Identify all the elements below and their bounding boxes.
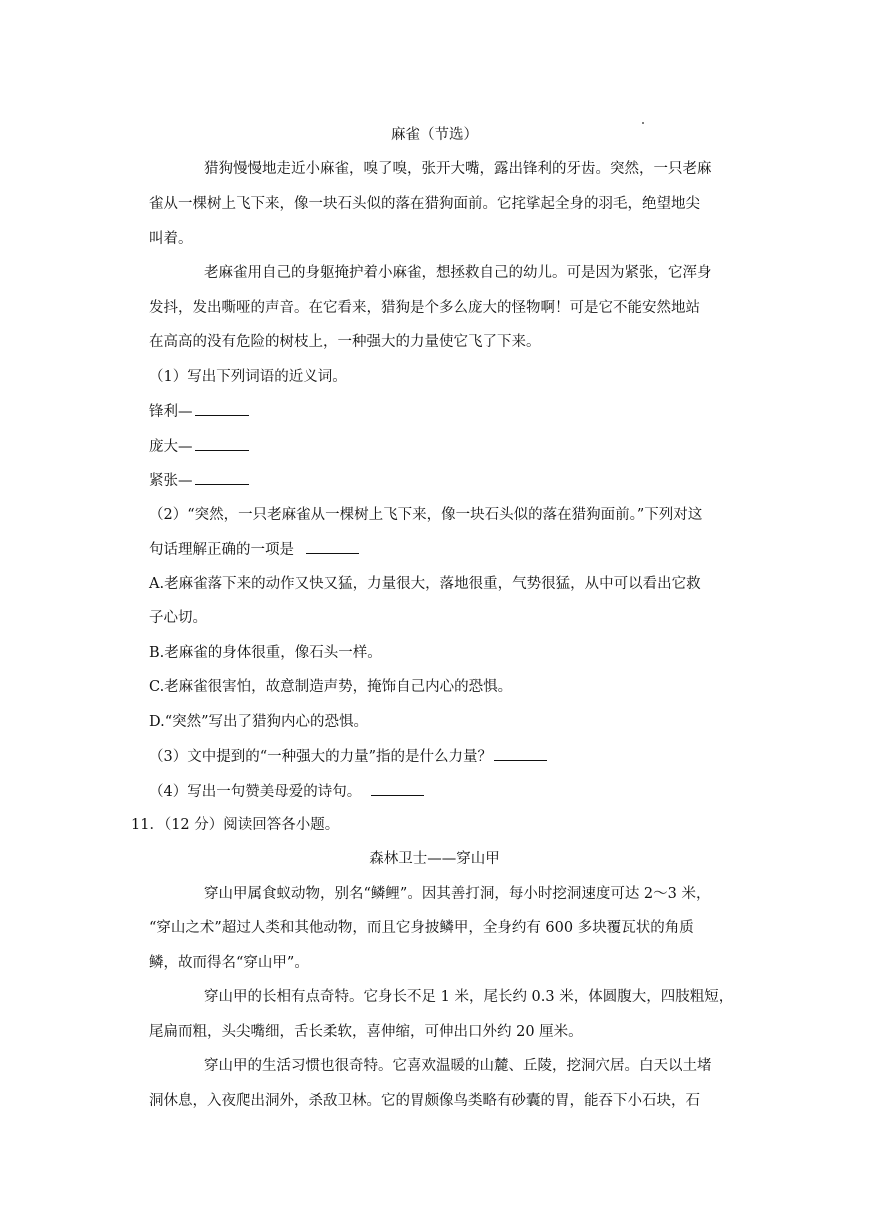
paragraph-line: “穿山之术”超过人类和其他动物，而且它身披鳞甲，全身约有 600 多块覆瓦状的角质 bbox=[149, 920, 694, 936]
synonym-label: 锋利— bbox=[149, 404, 193, 420]
passage-title-sparrow: 麻雀（节选） bbox=[391, 127, 478, 143]
question-4 bbox=[149, 781, 424, 802]
option-d: D.“突然”写出了猎狗内心的恐惧。 bbox=[149, 714, 369, 730]
question-3 bbox=[149, 746, 547, 767]
paragraph-line: 发抖，发出嘶哑的声音。在它看来，猎狗是个多么庞大的怪物啊！可是它不能安然地站 bbox=[149, 300, 700, 316]
question-2-line bbox=[149, 539, 359, 560]
synonym-item bbox=[149, 401, 249, 422]
passage-title-pangolin: 森林卫士——穿山甲 bbox=[369, 851, 500, 867]
paragraph-line: 猎狗慢慢地走近小麻雀，嗅了嗅，张开大嘴，露出锋利的牙齿。突然，一只老麻 bbox=[204, 161, 712, 177]
paragraph-line: 穿山甲的长相有点奇特。它身长不足 1 米，尾长约 0.3 米，体圆腹大，四肢粗短， bbox=[204, 989, 734, 1005]
synonym-item bbox=[149, 470, 249, 491]
answer-blank[interactable] bbox=[306, 539, 359, 554]
answer-blank[interactable] bbox=[195, 436, 249, 451]
paragraph-line: 在高高的没有危险的树枝上，一种强大的力量使它飞了下来。 bbox=[149, 334, 541, 350]
paragraph-line: 尾扁而粗，头尖嘴细，舌长柔软，喜伸缩，可伸出口外约 20 厘米。 bbox=[149, 1024, 583, 1040]
answer-blank[interactable] bbox=[371, 781, 424, 796]
question-2-line: （2）“突然，一只老麻雀从一棵树上飞下来，像一块石头似的落在猎狗面前。”下列对这 bbox=[149, 507, 703, 523]
option-a-cont: 子心切。 bbox=[149, 610, 207, 626]
paragraph-line: 鳞，故而得名“穿山甲”。 bbox=[149, 955, 309, 971]
question-3-text: （3）文中提到的“一种强大的力量”指的是什么力量？ bbox=[149, 749, 493, 765]
answer-blank[interactable] bbox=[494, 746, 547, 761]
synonym-label: 庞大— bbox=[149, 439, 193, 455]
question-11-header: 11．（12 分）阅读回答各小题。 bbox=[131, 817, 340, 833]
option-b: B.老麻雀的身体很重，像石头一样。 bbox=[149, 645, 382, 661]
paragraph-line: 洞休息，入夜爬出洞外，杀敌卫林。它的胃颇像鸟类略有砂囊的胃，能吞下小石块，石 bbox=[149, 1093, 700, 1109]
question-2-text: 句话理解正确的一项是 bbox=[149, 542, 294, 558]
option-a: A.老麻雀落下来的动作又快又猛，力量很大，落地很重，气势很猛，从中可以看出它救 bbox=[149, 576, 701, 592]
question-4-text: （4）写出一句赞美母爱的诗句。 bbox=[149, 784, 362, 800]
synonym-item bbox=[149, 436, 249, 457]
paragraph-line: 穿山甲的生活习惯也很奇特。它喜欢温暖的山麓、丘陵，挖洞穴居。白天以土堵 bbox=[204, 1058, 712, 1074]
option-c: C.老麻雀很害怕，故意制造声势，掩饰自己内心的恐惧。 bbox=[149, 679, 513, 695]
answer-blank[interactable] bbox=[195, 470, 249, 485]
paragraph-line: 雀从一棵树上飞下来，像一块石头似的落在猎狗面前。它挓挲起全身的羽毛，绝望地尖 bbox=[149, 196, 700, 212]
synonym-label: 紧张— bbox=[149, 473, 193, 489]
paragraph-line: 穿山甲属食蚁动物，别名“鳞鲤”。因其善打洞，每小时挖洞速度可达 2～3 米， bbox=[204, 886, 711, 902]
stray-dot bbox=[642, 122, 644, 124]
paragraph-line: 叫着。 bbox=[149, 231, 193, 247]
question-1: （1）写出下列词语的近义词。 bbox=[149, 369, 347, 385]
answer-blank[interactable] bbox=[195, 401, 249, 416]
paragraph-line: 老麻雀用自己的身躯掩护着小麻雀，想拯救自己的幼儿。可是因为紧张，它浑身 bbox=[204, 265, 712, 281]
